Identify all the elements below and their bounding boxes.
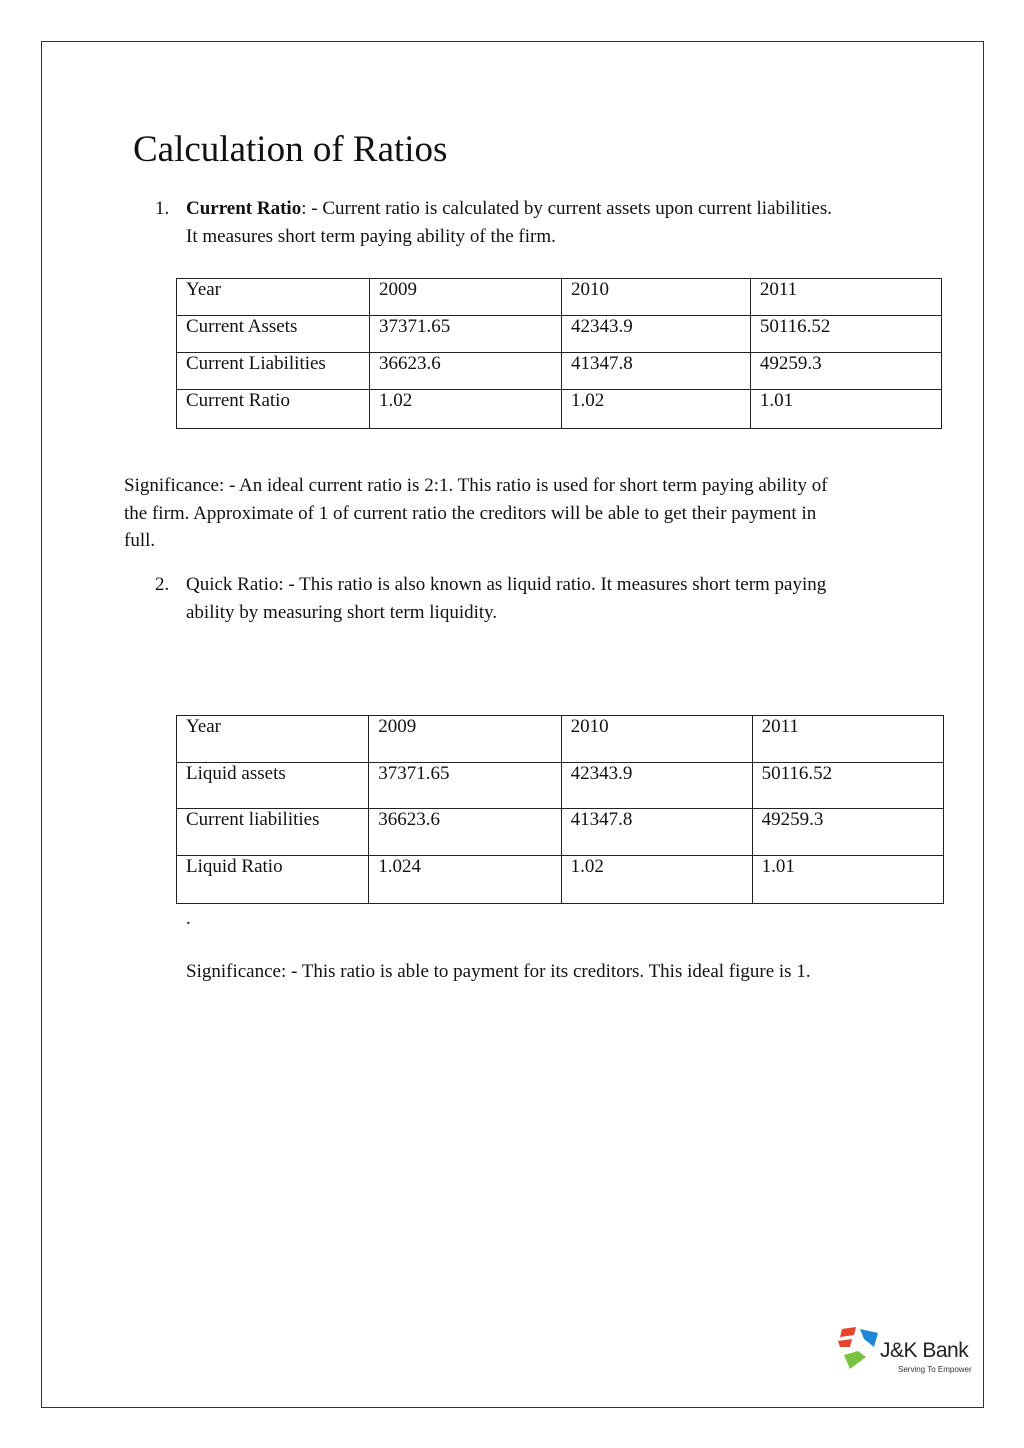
table-cell: 42343.9 — [561, 763, 752, 809]
current-ratio-term: Current Ratio — [186, 198, 302, 219]
table-cell: 2009 — [369, 716, 561, 763]
table-cell: 2009 — [369, 279, 561, 316]
table-cell: 2010 — [562, 279, 751, 316]
table-cell: 2011 — [752, 716, 943, 763]
table-cell: Current liabilities — [177, 809, 369, 856]
table-row — [177, 763, 944, 809]
table-cell: 41347.8 — [561, 809, 752, 856]
table-cell: 1.02 — [562, 390, 751, 429]
significance-line: the firm. Approximate of 1 of current ratio the creditors will be able to get their payment in — [124, 502, 817, 524]
table-row — [177, 279, 942, 316]
current-ratio-description — [186, 195, 832, 250]
table-cell: 1.02 — [369, 390, 561, 429]
list-number-1: 1. — [155, 198, 170, 219]
liquid-ratio-table — [176, 715, 944, 904]
logo-tagline: Serving To Empower — [898, 1365, 972, 1374]
significance-line: Significance: - An ideal current ratio is 2:1. This ratio is used for short term paying ability of — [124, 475, 828, 496]
significance-current-ratio — [124, 472, 828, 555]
table-cell: 1.024 — [369, 856, 561, 904]
quick-ratio-line: ability by measuring short term liquidity. — [186, 601, 498, 623]
table-cell: 41347.8 — [562, 353, 751, 390]
table-cell: Current Liabilities — [177, 353, 370, 390]
table-cell: 37371.65 — [369, 763, 561, 809]
table-cell: Current Ratio — [177, 390, 370, 429]
table-row — [177, 316, 942, 353]
table-cell: 2010 — [561, 716, 752, 763]
jk-bank-logo — [836, 1325, 986, 1380]
table-cell: 42343.9 — [562, 316, 751, 353]
logo-name: J&K Bank — [880, 1339, 969, 1362]
table-cell: 37371.65 — [369, 316, 561, 353]
table-cell: Current Assets — [177, 316, 370, 353]
table-cell: 36623.6 — [369, 353, 561, 390]
table-cell: Year — [177, 716, 369, 763]
page-title: Calculation of Ratios — [133, 129, 448, 170]
table-cell: 50116.52 — [752, 763, 943, 809]
table-row — [177, 716, 944, 763]
table-cell: 36623.6 — [369, 809, 561, 856]
quick-ratio-line: Quick Ratio: - This ratio is also known as liquid ratio. It measures short term paying — [186, 574, 827, 595]
table-row — [177, 353, 942, 390]
table-cell: Year — [177, 279, 370, 316]
stray-dot: . — [186, 908, 191, 929]
table-cell: Liquid assets — [177, 763, 369, 809]
table-cell: 2011 — [750, 279, 941, 316]
current-ratio-table — [176, 278, 942, 429]
table-cell: Liquid Ratio — [177, 856, 369, 904]
table-row — [177, 856, 944, 904]
table-cell: 49259.3 — [752, 809, 943, 856]
table-cell: 1.01 — [750, 390, 941, 429]
table-row — [177, 390, 942, 429]
significance-liquid-ratio: Significance: - This ratio is able to payment for its creditors. This ideal figure is 1. — [186, 961, 811, 982]
current-ratio-text: : - Current ratio is calculated by current assets upon current liabilities. — [301, 198, 832, 219]
table-cell: 49259.3 — [750, 353, 941, 390]
current-ratio-text-2: It measures short term paying ability of the firm. — [186, 225, 556, 247]
table-cell: 50116.52 — [750, 316, 941, 353]
table-row — [177, 809, 944, 856]
table-cell: 1.01 — [752, 856, 943, 904]
quick-ratio-description — [186, 571, 826, 626]
list-number-2: 2. — [155, 574, 170, 595]
logo-mark-icon — [836, 1325, 884, 1373]
significance-line: full. — [124, 530, 156, 551]
table-cell: 1.02 — [561, 856, 752, 904]
